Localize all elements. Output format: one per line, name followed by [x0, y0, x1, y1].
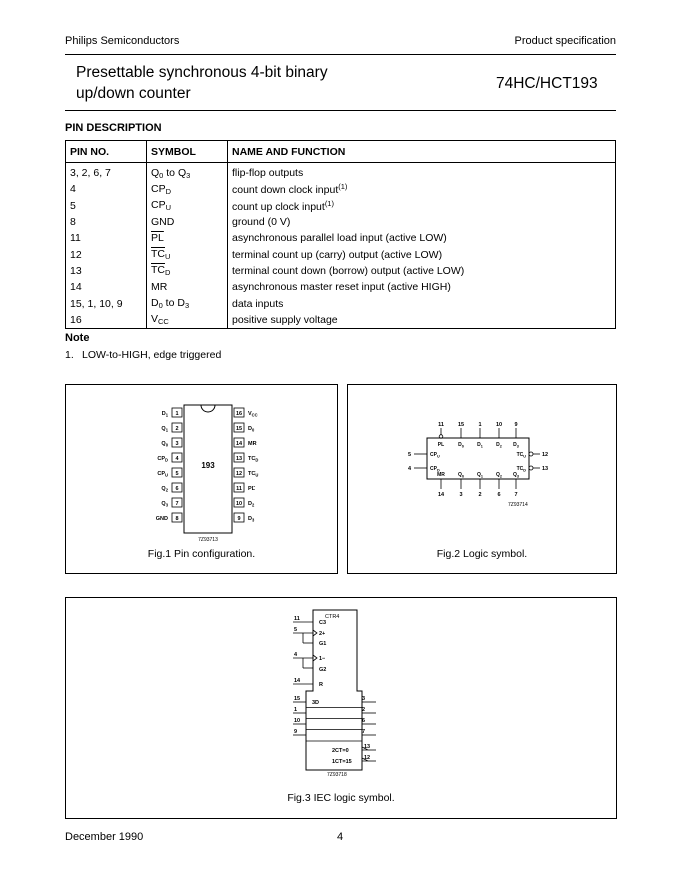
pin-name: $Q_3$ [161, 501, 168, 508]
pin-number: 9 [237, 516, 241, 522]
function-cell: ground (0 V) [228, 214, 616, 230]
pin-name: $D_1$ [477, 442, 483, 449]
note-heading: Note [65, 332, 90, 344]
figure-code: 7Z93713 [198, 537, 218, 543]
pin-number: 6 [175, 486, 179, 492]
pin-description-table [65, 140, 616, 329]
pin-name: $D_3$ [248, 516, 255, 523]
symbol-cell: $D_0$ to $D_3$ [147, 295, 228, 311]
pin-number: 11 [294, 616, 300, 622]
col-header-pin: PIN NO. [66, 141, 147, 163]
pin-number: 5 [175, 471, 179, 477]
col-header-function: NAME AND FUNCTION [228, 141, 616, 163]
pin-number: 16 [235, 411, 243, 417]
pin-number: 13 [235, 456, 243, 462]
iec-block-outline [306, 610, 362, 770]
table-row [66, 198, 616, 214]
symbol-cell: $\overline{PL}$ [147, 230, 228, 246]
data-label: 3D [312, 700, 320, 706]
pin-number: 7 [175, 501, 179, 507]
pin-name: PL [248, 486, 256, 492]
function-cell: terminal count down (borrow) output (active LOW) [228, 263, 616, 279]
pin-name: $Q_2$ [496, 472, 502, 479]
function-cell: positive supply voltage [228, 312, 616, 329]
pin-number: 7 [514, 492, 518, 498]
table-row [66, 163, 616, 182]
pin-number: 8 [175, 516, 179, 522]
pin-name: $D_1$ [161, 411, 168, 418]
figure-code: 7Z93714 [508, 502, 528, 508]
table-row [66, 279, 616, 295]
document-type: Product specification [514, 35, 616, 47]
pin-number: 9 [514, 422, 518, 428]
pin-number: 12 [364, 755, 371, 761]
pin-name: GND [155, 516, 168, 522]
inversion-bubble-icon [529, 466, 533, 470]
fig2-logic-symbol [347, 384, 617, 574]
table-row [66, 295, 616, 311]
page-number: 4 [337, 831, 344, 843]
function-label: 2+ [319, 631, 326, 637]
fig1-caption: Fig.1 Pin configuration. [147, 548, 256, 560]
pin-number: 12 [235, 471, 243, 477]
function-label: C3 [319, 620, 327, 626]
note-item-text: LOW-to-HIGH, edge triggered [82, 349, 222, 361]
table-row [66, 214, 616, 230]
chip-label: 193 [201, 461, 215, 470]
pin-cell: 13 [70, 264, 82, 277]
pin-name: $D_0$ [248, 426, 255, 433]
pin-number: 10 [495, 422, 503, 428]
pin-number: 1 [175, 411, 179, 417]
table-row [66, 246, 616, 262]
pin-number: 5 [294, 627, 298, 633]
part-number: 74HC/HCT193 [496, 75, 598, 92]
symbol-cell: $\overline{TC}_D$ [147, 263, 228, 279]
symbol-cell: MR [147, 279, 228, 295]
header-rule [65, 54, 616, 55]
clock-edge-icon [313, 630, 317, 636]
table-row [66, 230, 616, 246]
symbol-cell: $Q_0$ to $Q_3$ [147, 163, 228, 182]
pin-cell: 15, 1, 10, 9 [70, 297, 123, 310]
pin-number: 11 [438, 422, 444, 428]
pin-cell: 12 [70, 248, 82, 261]
pin-name: $Q_1$ [161, 426, 168, 433]
pin-number: 2 [478, 492, 482, 498]
pin-name: $Q_1$ [477, 472, 483, 479]
function-label: G1 [319, 641, 327, 647]
function-label: G2 [319, 667, 327, 673]
pin-number: 11 [236, 486, 242, 492]
pin-number: 1 [478, 422, 482, 428]
function-cell: data inputs [228, 295, 616, 311]
iec-symbol-diagram [66, 598, 616, 818]
inversion-bubble-icon [529, 452, 533, 456]
function-cell: terminal count up (carry) output (active LOW) [228, 246, 616, 262]
pin-number: 1 [294, 707, 298, 713]
figure-code: 7Z93718 [327, 772, 347, 778]
footer-date: December 1990 [65, 831, 144, 843]
table-row [66, 312, 616, 329]
ctr-label: CTR4 [325, 614, 340, 620]
pin-name: PL [437, 442, 445, 448]
pin-number: 6 [497, 492, 501, 498]
pin-name: $Q_0$ [458, 472, 464, 479]
pin-cell: 3, 2, 6, 7 [70, 167, 111, 180]
fig3-iec-logic-symbol [65, 597, 617, 819]
pin-name: $V_{CC}$ [248, 411, 258, 418]
pin-number: 3 [175, 441, 179, 447]
function-label: 1CT=15 [332, 759, 352, 765]
pin-name: $Q_2$ [161, 486, 168, 493]
pin-number: 15 [457, 422, 465, 428]
pin-cell: 14 [70, 281, 82, 294]
left-pin-list [156, 408, 182, 522]
pin-cell: 8 [70, 216, 76, 229]
pin-number: 9 [294, 729, 298, 735]
pin-number: 2 [175, 426, 179, 432]
pin-number: 14 [437, 492, 445, 498]
pin-name: $TC_D$ [248, 456, 259, 463]
ic-package [184, 405, 232, 533]
symbol-cell: $CP_U$ [147, 198, 228, 214]
table-row [66, 263, 616, 279]
table-row [66, 181, 616, 197]
symbol-cell: $V_{CC}$ [147, 312, 228, 329]
pin-name: $TC_U$ [248, 471, 259, 478]
pin-name: $Q_3$ [513, 472, 519, 479]
fig1-pin-configuration [65, 384, 338, 574]
function-cell: asynchronous master reset input (active HIGH) [228, 279, 616, 295]
pin-number: 14 [235, 441, 243, 447]
symbol-cell: GND [147, 214, 228, 230]
pin-number: 15 [294, 696, 301, 702]
notch-icon [201, 405, 215, 412]
pin-number: 4 [294, 652, 298, 658]
pin-number: 3 [362, 696, 366, 702]
pin-number: 10 [294, 718, 301, 724]
function-label: 2CT=0 [332, 748, 349, 754]
pin-cell: 11 [70, 232, 81, 245]
pin-number: 10 [235, 501, 243, 507]
note-item-number: 1. [65, 349, 74, 361]
title-line-2: up/down counter [76, 85, 191, 102]
pin-number: 15 [235, 426, 243, 432]
pin-name: $D_3$ [513, 442, 519, 449]
pin-cell: 5 [70, 199, 76, 212]
right-pin-list [234, 408, 258, 523]
function-cell: count up clock input$^{(1)}$ [228, 198, 616, 214]
pin-number: 4 [407, 466, 411, 472]
pin-cell: 4 [70, 183, 76, 196]
company-name: Philips Semiconductors [65, 35, 180, 47]
pin-number: 13 [364, 744, 371, 750]
pin-name: $D_2$ [248, 501, 255, 508]
pin-number: 12 [542, 452, 549, 458]
fig2-caption: Fig.2 Logic symbol. [436, 548, 528, 560]
pin-number: 2 [362, 707, 366, 713]
pin-name: $D_2$ [496, 442, 502, 449]
fig3-caption: Fig.3 IEC logic symbol. [287, 792, 395, 804]
pin-name: $CP_D$ [430, 466, 440, 473]
pin-name: MR [248, 441, 257, 447]
pin-name: $TC_D$ [516, 466, 526, 473]
function-label: 1− [319, 656, 326, 662]
logic-symbol-diagram [348, 385, 616, 573]
pin-number: 5 [407, 452, 411, 458]
pin-name: MR [437, 472, 445, 478]
pin-name: $CP_U$ [157, 471, 168, 478]
pin-name: $Q_0$ [161, 441, 168, 448]
pin-name: $CP_D$ [157, 456, 168, 463]
function-cell: asynchronous parallel load input (active LOW) [228, 230, 616, 246]
col-header-symbol: SYMBOL [147, 141, 228, 163]
function-label: R [319, 682, 323, 688]
title-line-1: Presettable synchronous 4-bit binary [76, 64, 328, 81]
title-rule [65, 110, 616, 111]
function-cell: count down clock input$^{(1)}$ [228, 181, 616, 197]
pin-name: $D_0$ [458, 442, 464, 449]
pin-number: 13 [542, 466, 549, 472]
pin-description-heading: PIN DESCRIPTION [65, 122, 162, 134]
clock-edge-icon [313, 655, 317, 661]
symbol-cell: $\overline{TC}_U$ [147, 246, 228, 262]
pin-cell: 16 [70, 313, 82, 326]
pin-number: 4 [175, 456, 179, 462]
pin-number: 6 [362, 718, 366, 724]
pin-configuration-diagram [66, 385, 337, 573]
pin-number: 7 [362, 729, 366, 735]
symbol-cell: $CP_D$ [147, 181, 228, 197]
function-cell: flip-flop outputs [228, 163, 616, 182]
pin-name: $CP_U$ [430, 452, 440, 459]
pin-name: $TC_U$ [516, 452, 526, 459]
document-title [76, 62, 376, 104]
pin-number: 14 [294, 678, 301, 684]
pin-number: 3 [459, 492, 463, 498]
